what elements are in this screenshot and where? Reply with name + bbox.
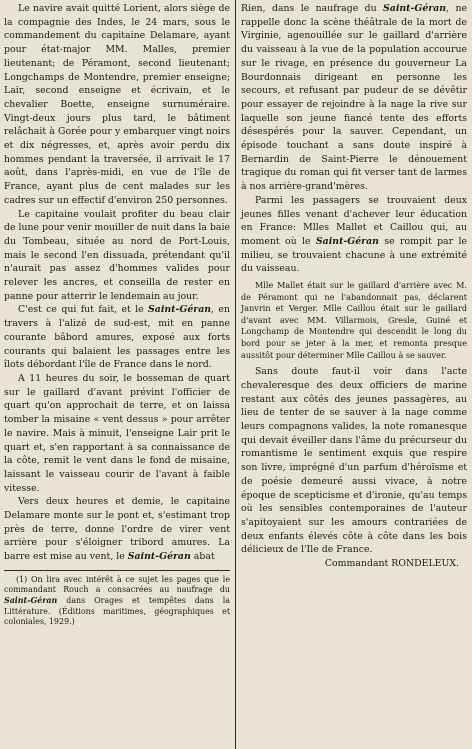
footnote-divider bbox=[4, 570, 230, 571]
footnote: (1) On lira avec intérêt à ce sujet les pages que le commandant Rouch a consacrées au naufrage du Saint-Géran dans Orages et tempêtes dans la Littérature. (Éditions maritimes, géographiques et coloniales, 1929.) bbox=[4, 574, 230, 627]
paragraph-night-watch: A 11 heures du soir, le bosseman de quart sur le gaillard d'avant prévint l'officier de quart qu'on approchait de terre, et on laissa tomber la misaine « vent dessus » pour arrêter le navire. Mais à minuit, l'enseigne Lair prit le quart et, s'en rapportant à sa connaissance de la côte, remit le vent dans le fond de misaine, laissant le vaisseau courir de l'avant à faible vitesse. bbox=[4, 372, 230, 494]
ship-name: Saint-Géran bbox=[148, 304, 212, 316]
ship-name: Saint-Géran bbox=[4, 596, 58, 606]
paragraph-virement: Vers deux heures et demie, le capitaine Delamare monte sur le pont et, s'estimant trop près de terre, donne l'ordre de virer vent arrière pour s'éloigner tribord amures. La barre est mise au vent, le Saint-Géran abat bbox=[4, 496, 230, 563]
column-divider bbox=[235, 0, 236, 749]
left-column bbox=[4, 2, 230, 628]
paragraph-panne: C'est ce qui fut fait, et le Saint-Géran, en travers à l'alizé de sud-est, mit en panne courante bâbord amures, exposé aux forts courants qui balaient les passages entre les îlots débordant l'île de France dans le nord. bbox=[4, 304, 230, 371]
testimony-quote: Mlle Mallet était sur le gaillard d'arrière avec M. de Péramont qui ne l'abandonnait pas, déclarent Janvrin et Verger. Mlle Caillou était sur le gaillard d'avant avec MM. Villarmois, Gresle, Guiné et Longchamp de Montendre qui descendit le long du bord pour se jeter à la mer, et remonta presque aussitôt pour déterminer Mlle Caillou à se sauver. bbox=[241, 280, 467, 360]
ship-name: Saint-Géran bbox=[315, 235, 379, 247]
ship-name: Saint-Géran bbox=[383, 3, 447, 14]
ship-name: Saint-Géran bbox=[127, 551, 191, 563]
paragraph-passengers: Parmi les passagers se trouvaient deux jeunes filles venant d'achever leur éducation en France: Mlles Mallet et Caillou qui, au moment où le Saint-Géran se rompit par le milieu, se trouvaient chacune à une extrémité du vaisseau. bbox=[241, 194, 467, 275]
author-signature: Commandant RONDELEUX. bbox=[324, 558, 459, 570]
right-column bbox=[241, 2, 467, 571]
paragraph-departure: Le navire avait quitté Lorient, alors siège de la compagnie des Indes, le 24 mars, sous le commandement du capitaine Delamare, ayant pour état-major MM. Malles, premier lieutenant; de Péramont, second lieutenant; Longchamps de Montendre, premier enseigne; Lair, second enseigne et écrivain, et le chevalier Boette, enseigne surnuméraire. Vingt-deux jours plus tard, le bâtiment relâchait à Gorée pour y embarquer vingt noirs et dix négresses, et, après avoir perdu dix hommes pendant la traversée, il arrivait le 17 août, dans l'après-midi, en vue de l'île de France, ayant plus de cent malades sur les cadres sur un effectif d'environ 250 personnes. bbox=[4, 3, 230, 206]
paragraph-anchorage: Le capitaine voulait profiter du beau clair de lune pour venir mouiller de nuit dans la baie du Tombeau, située au nord de Port-Louis, mais le second l'en dissuada, prétendant qu'il n'aurait pas assez d'hommes valides pour relever les ancres, et conseilla de rester en panne pour atterrir le lendemain au jour. bbox=[4, 208, 230, 302]
paragraph-virginie: Rien, dans le naufrage du Saint-Géran, ne rappelle donc la scène théâtrale de la mort de Virginie, agenouillée sur le gaillard d'arrière du vaisseau à la vue de la population accourue sur le rivage, en présence du gouverneur La Bourdonnais dirigeant en personne les secours, et refusant par pudeur de se dévêtir pour essayer de rejoindre à la nage la rive sur laquelle son jeune fiancé tente des efforts désespérés pour la sauver. Cependant, un épisode touchant a sans doute inspiré à Bernardin de Saint-Pierre le dénouement tragique du roman qui fit verser tant de larmes à nos arrière-grand'mères. bbox=[241, 3, 467, 193]
paragraph-conclusion: Sans doute faut-il voir dans l'acte chevaleresque des deux officiers de marine restant aux côtés des jeunes passagères, au lieu de tenter de se sauver à la nage comme leurs compagnons valides, la note romanesque qui devait éveiller dans l'âme du précurseur du romantisme le sentiment exquis que respire son livre, imprégné d'un parfum d'héroïsme et de poésie demeuré aussi vivace, à notre époque de scepticisme et d'ironie, qu'au temps où les sensibles contemporaines de l'auteur s'apitoyaient sur les amours contrariées de deux enfants élevés côte à côte dans les bois délicieux de l'Ile de France. bbox=[241, 366, 467, 556]
